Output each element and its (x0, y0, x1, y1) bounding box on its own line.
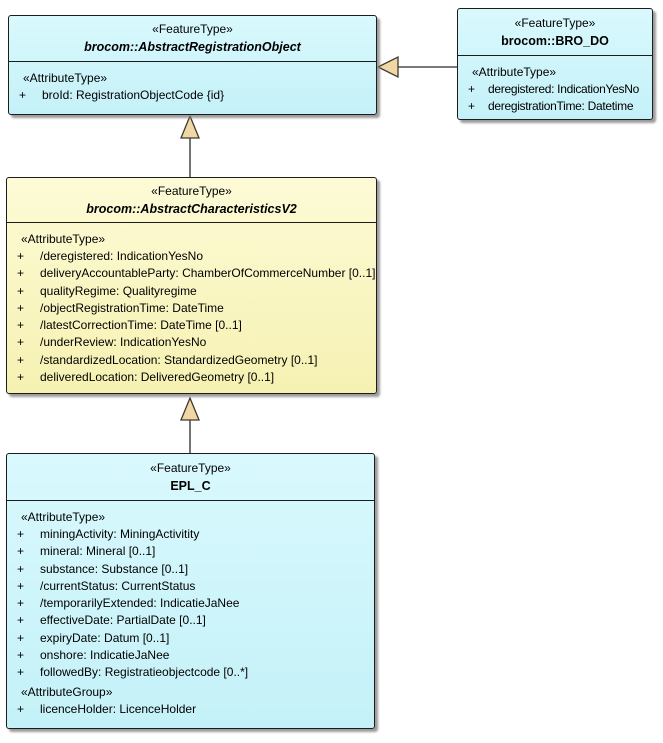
attributes-section (7, 501, 374, 718)
attributes-section (9, 62, 376, 104)
attribute-row (7, 248, 376, 265)
attribute-row (7, 265, 376, 282)
class-stereotype: «FeatureType» (150, 460, 231, 475)
attribute-row (7, 595, 374, 612)
visibility-marker: + (17, 283, 25, 298)
attribute-row (7, 647, 374, 664)
class-stereotype: «FeatureType» (152, 22, 233, 36)
visibility-marker: + (17, 249, 25, 263)
class-header (7, 178, 376, 223)
visibility-marker: + (17, 613, 25, 628)
attribute-label: licenceHolder: LicenceHolder (40, 701, 197, 716)
attribute-label: onshore: IndicatieJaNee (40, 648, 170, 663)
class-name: brocom::AbstractRegistrationObject (84, 40, 301, 54)
attribute-label: /underReview: IndicationYesNo (40, 335, 207, 350)
attributes-section (7, 223, 376, 386)
visibility-marker: + (17, 596, 25, 611)
generalization-arrow-brodo-to-aro (378, 57, 457, 77)
attribute-row (7, 543, 374, 560)
attribute-label: /objectRegistrationTime: DateTime (40, 300, 224, 315)
class-name: brocom::BRO_DO (501, 33, 609, 48)
attribute-label: broId: RegistrationObjectCode {id} (42, 88, 225, 102)
class-stereotype: «FeatureType» (514, 15, 596, 30)
attribute-row (7, 300, 376, 317)
visibility-marker: + (17, 370, 25, 385)
generalization-arrow-acv2-to-aro (181, 116, 199, 177)
attribute-row (7, 612, 374, 629)
generalization-triangle-icon (181, 398, 199, 420)
class-header (9, 16, 376, 62)
attribute-type-heading: «AttributeType» (21, 232, 106, 246)
class-header (7, 454, 374, 501)
attributes-section (458, 56, 652, 116)
attribute-label: /currentStatus: CurrentStatus (40, 578, 196, 593)
visibility-marker: + (19, 88, 27, 102)
attribute-label: /standardizedLocation: StandardizedGeometry [0..1] (40, 352, 318, 367)
attribute-row (458, 81, 652, 98)
class-name: brocom::AbstractCharacteristicsV2 (86, 201, 297, 216)
attribute-label: /deregistered: IndicationYesNo (40, 249, 203, 263)
attribute-type-heading: «AttributeType» (23, 71, 108, 85)
class-name: EPL_C (170, 478, 211, 493)
class-stereotype: «FeatureType» (151, 183, 232, 198)
visibility-marker: + (17, 352, 25, 367)
attribute-row (7, 664, 374, 681)
attribute-row (7, 578, 374, 595)
attribute-label: deregistered: IndicationYesNo (488, 82, 639, 96)
visibility-marker: + (17, 335, 25, 350)
attribute-row (7, 352, 376, 369)
attribute-row (7, 561, 374, 578)
visibility-marker: + (17, 578, 25, 593)
attribute-row (9, 87, 376, 104)
attribute-row (7, 526, 374, 543)
visibility-marker: + (17, 527, 25, 541)
attribute-row (7, 317, 376, 334)
attribute-label: substance: Substance [0..1] (40, 561, 189, 576)
visibility-marker: + (17, 300, 25, 315)
attribute-label: expiryDate: Datum [0..1] (40, 630, 170, 645)
class-box-bro-do (457, 8, 653, 120)
class-box-epl-c (6, 453, 375, 729)
attribute-row (458, 98, 652, 115)
attribute-label: /temporarilyExtended: IndicatieJaNee (40, 596, 240, 611)
visibility-marker: + (17, 544, 25, 559)
attribute-label: deliveryAccountableParty: ChamberOfCommerceNumber [0..1] (40, 266, 376, 281)
attribute-row (7, 283, 376, 300)
visibility-marker: + (17, 665, 25, 680)
attribute-group-heading: «AttributeGroup» (21, 684, 113, 699)
attribute-label: effectiveDate: PartialDate [0..1] (40, 613, 206, 628)
visibility-marker: + (468, 82, 475, 96)
class-box-abstract-registration-object (8, 15, 377, 115)
attribute-label: followedBy: Registratieobjectcode [0..*] (40, 665, 249, 680)
attribute-row (7, 334, 376, 351)
generalization-triangle-icon (378, 57, 398, 77)
visibility-marker: + (17, 630, 25, 645)
class-box-abstract-characteristics-v2 (6, 177, 377, 394)
attribute-row (7, 701, 374, 718)
attribute-type-heading: «AttributeType» (472, 65, 557, 79)
attribute-row (7, 369, 376, 386)
attribute-row (7, 630, 374, 647)
visibility-marker: + (17, 561, 25, 576)
attribute-label: mineral: Mineral [0..1] (40, 544, 156, 559)
attribute-label: miningActivity: MiningActivitity (40, 527, 200, 541)
generalization-triangle-icon (181, 116, 199, 138)
class-header (458, 9, 652, 56)
generalization-arrow-eplc-to-acv2 (181, 398, 199, 453)
attribute-label: deliveredLocation: DeliveredGeometry [0..1] (40, 370, 275, 385)
visibility-marker: + (17, 318, 25, 333)
attribute-label: /latestCorrectionTime: DateTime [0..1] (40, 318, 242, 333)
attribute-label: qualityRegime: Qualityregime (40, 283, 197, 298)
visibility-marker: + (17, 701, 25, 716)
visibility-marker: + (468, 99, 475, 114)
attribute-type-heading: «AttributeType» (21, 510, 106, 524)
visibility-marker: + (17, 648, 25, 663)
attribute-label: deregistrationTime: Datetime (488, 99, 634, 114)
visibility-marker: + (17, 266, 25, 281)
